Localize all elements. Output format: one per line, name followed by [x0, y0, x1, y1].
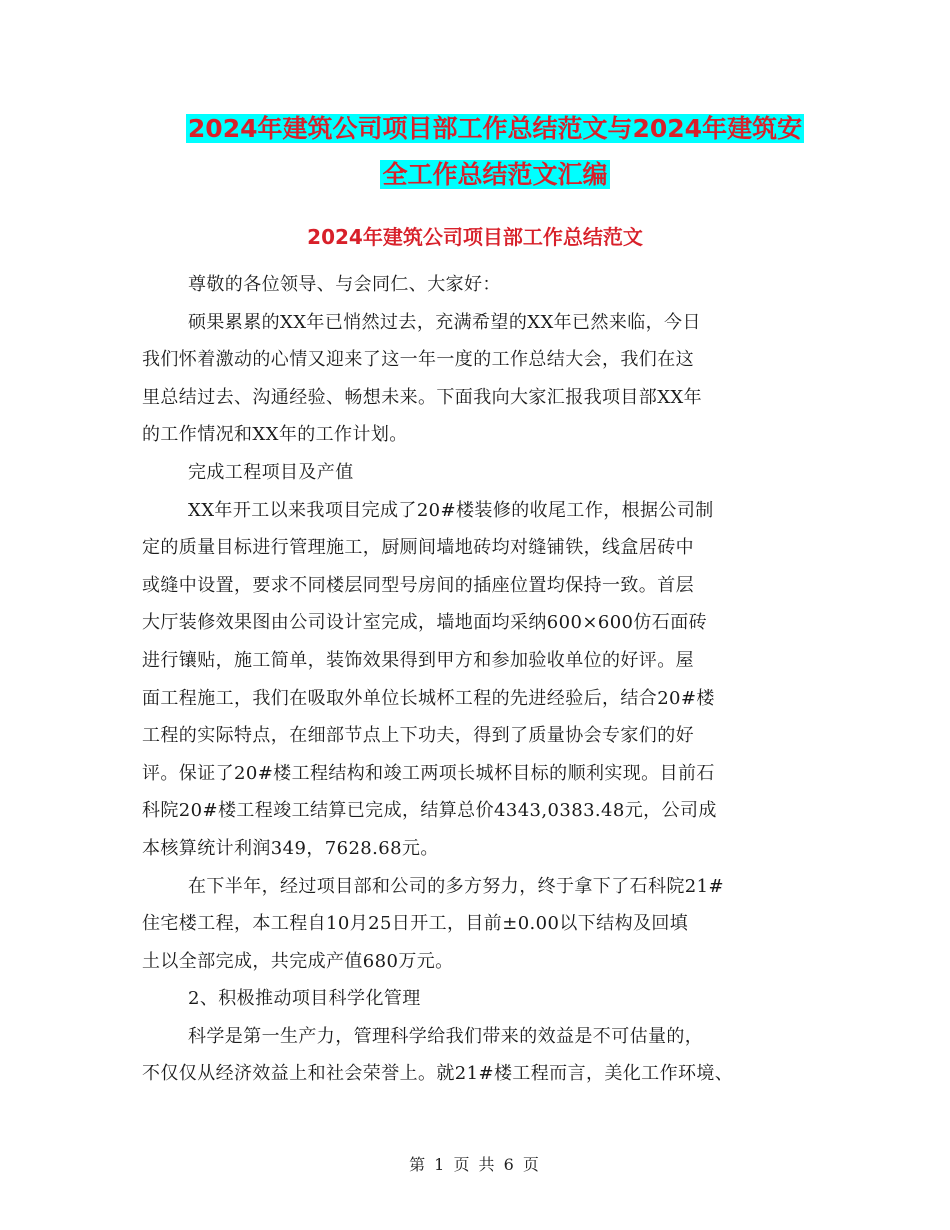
paragraph-line: 工程的实际特点，在细部节点上下功夫，得到了质量协会专家们的好 — [142, 725, 694, 747]
title-highlight: 2024年建筑公司项目部工作总结范文与2024年建筑安 — [187, 114, 803, 143]
paragraph-line: XX年开工以来我项目完成了20#楼装修的收尾工作，根据公司制 — [188, 499, 714, 521]
document-title-line-1 — [120, 112, 870, 146]
section-heading: 2024年建筑公司项目部工作总结范文 — [307, 225, 643, 249]
paragraph-line: 或缝中设置，要求不同楼层同型号房间的插座位置均保持一致。首层 — [142, 574, 694, 596]
paragraph-line: 土以全部完成，共完成产值680万元。 — [142, 950, 454, 972]
paragraph-line: 的工作情况和XX年的工作计划。 — [142, 424, 408, 446]
paragraph-line: 本核算统计利润349，7628.68元。 — [142, 837, 439, 859]
paragraph-line: 进行镶贴，施工简单，装饰效果得到甲方和参加验收单位的好评。屋 — [142, 649, 694, 671]
page-footer: 第 1 页 共 6 页 — [409, 1155, 541, 1174]
paragraph-line: 里总结过去、沟通经验、畅想未来。下面我向大家汇报我项目部XX年 — [142, 386, 703, 408]
paragraph-line: 科学是第一生产力，管理科学给我们带来的效益是不可估量的， — [188, 1025, 704, 1047]
paragraph-line: 面工程施工，我们在吸取外单位长城杯工程的先进经验后，结合20#楼 — [142, 687, 715, 709]
paragraph-line: 不仅仅从经济效益上和社会荣誉上。就21#楼工程而言，美化工作环境、 — [142, 1063, 734, 1085]
paragraph-line: 大厅装修效果图由公司设计室完成，墙地面均采纳600×600仿石面砖 — [142, 612, 707, 634]
paragraph-line: 我们怀着激动的心情又迎来了这一年一度的工作总结大会，我们在这 — [142, 349, 694, 371]
paragraph-line: 住宅楼工程，本工程自10月25日开工，目前±0.00以下结构及回填 — [142, 913, 689, 935]
paragraph-line: 2、积极推动项目科学化管理 — [188, 988, 421, 1010]
paragraph-line: 定的质量目标进行管理施工，厨厕间墙地砖均对缝铺铁，线盒居砖中 — [142, 537, 694, 559]
title-highlight: 全工作总结范文汇编 — [382, 160, 608, 189]
paragraph-line: 硕果累累的XX年已悄然过去，充满希望的XX年已然来临，今日 — [188, 311, 701, 333]
paragraph-line: 科院20#楼工程竣工结算已完成，结算总价4343,0383.48元，公司成 — [142, 800, 717, 822]
paragraph-line: 评。保证了20#楼工程结构和竣工两项长城杯目标的顺利实现。目前石 — [142, 762, 715, 784]
paragraph-line: 在下半年，经过项目部和公司的多方努力，终于拿下了石科院21# — [188, 875, 724, 897]
document-title-line-2 — [120, 158, 870, 192]
paragraph-line: 尊敬的各位领导、与会同仁、大家好： — [188, 274, 501, 295]
paragraph-line: 完成工程项目及产值 — [188, 461, 354, 483]
body-text — [142, 266, 822, 1093]
